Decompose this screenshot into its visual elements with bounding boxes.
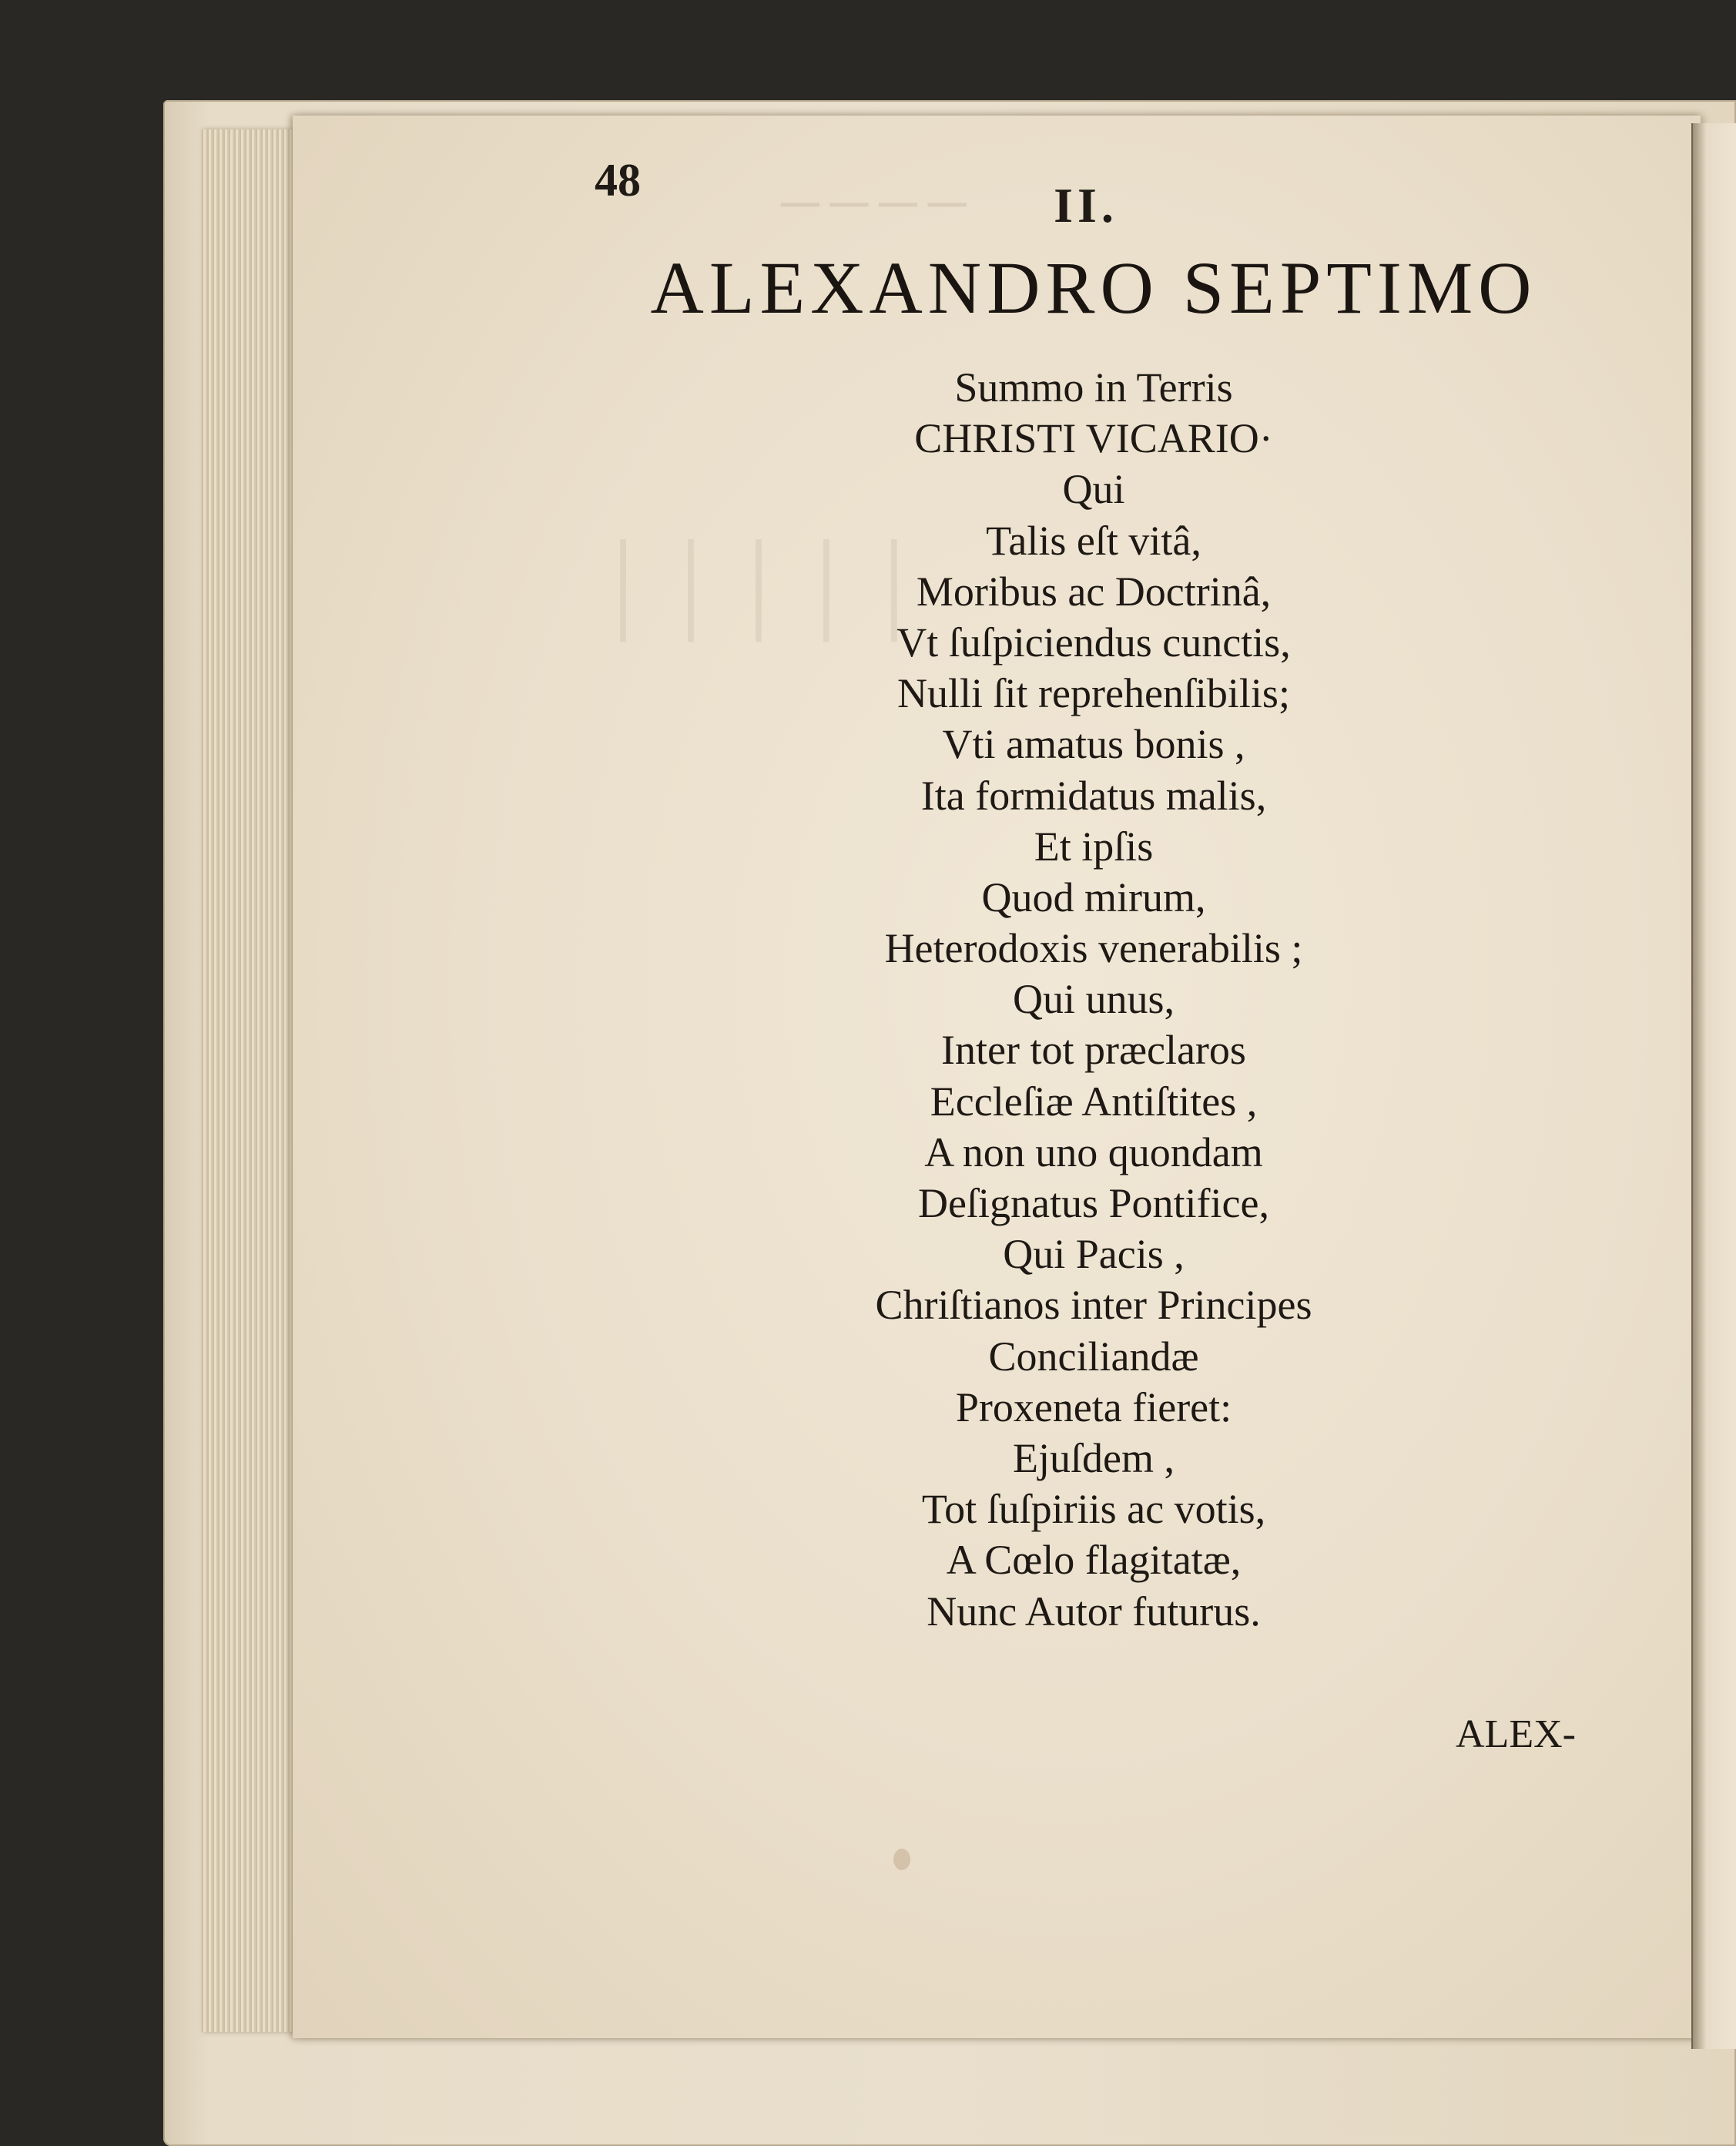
inscription-line: A Cœlo flagitatæ, — [946, 1537, 1242, 1584]
inscription-line: Nulli ſit reprehenſibilis; — [897, 670, 1290, 717]
next-leaf-edge — [1691, 123, 1736, 2049]
inscription-text — [770, 362, 1417, 1637]
inscription-line: Tot ſuſpiriis ac votis, — [921, 1486, 1266, 1533]
paper-stain — [893, 1849, 910, 1870]
inscription-line: Et ipſis — [1034, 823, 1154, 870]
inscription-line: Vti amatus bonis , — [942, 721, 1245, 768]
inscription-line: CHRISTI VICARIO· — [914, 415, 1273, 462]
inscription-line: Proxeneta fieret: — [955, 1383, 1232, 1430]
inscription-line: A non uno quondam — [924, 1128, 1263, 1175]
inscription-line: Ejuſdem , — [1013, 1434, 1175, 1481]
page-number: 48 — [595, 155, 641, 206]
inscription-line: Heterodoxis venerabilis ; — [884, 925, 1303, 972]
inscription-line: Ita formidatus malis, — [920, 772, 1267, 819]
section-numeral: II. — [1054, 178, 1118, 233]
inscription-line: Deſignatus Pontifice, — [918, 1180, 1269, 1226]
inscription-line: Qui Pacis , — [1003, 1231, 1185, 1278]
inscription-line: Moribus ac Doctrinâ, — [916, 568, 1272, 615]
inscription-line: Quod mirum, — [981, 873, 1206, 920]
page-title: ALEXANDRO SEPTIMO — [650, 246, 1537, 329]
inscription-line: Chriſtianos inter Principes — [875, 1282, 1312, 1329]
inscription-line: Inter tot præclaros — [941, 1027, 1246, 1074]
inscription-line: Vt ſuſpiciendus cunctis, — [896, 619, 1291, 666]
inscription-line: Nunc Autor futurus. — [927, 1588, 1261, 1635]
inscription-line: Talis eſt vitâ, — [986, 517, 1201, 564]
page-edges — [202, 129, 293, 2032]
inscription-line: Qui unus, — [1012, 976, 1175, 1023]
bleed-through-2: │││││ — [585, 541, 924, 635]
inscription-line: Qui — [1062, 466, 1125, 513]
inscription-line: Eccleſiæ Antiſtites , — [930, 1078, 1258, 1125]
inscription-line: Summo in Terris — [954, 364, 1233, 411]
inscription-line: Conciliandæ — [988, 1333, 1199, 1380]
bleed-through-1: ​──── — [770, 174, 967, 233]
catchword: ALEX- — [1456, 1712, 1576, 1756]
